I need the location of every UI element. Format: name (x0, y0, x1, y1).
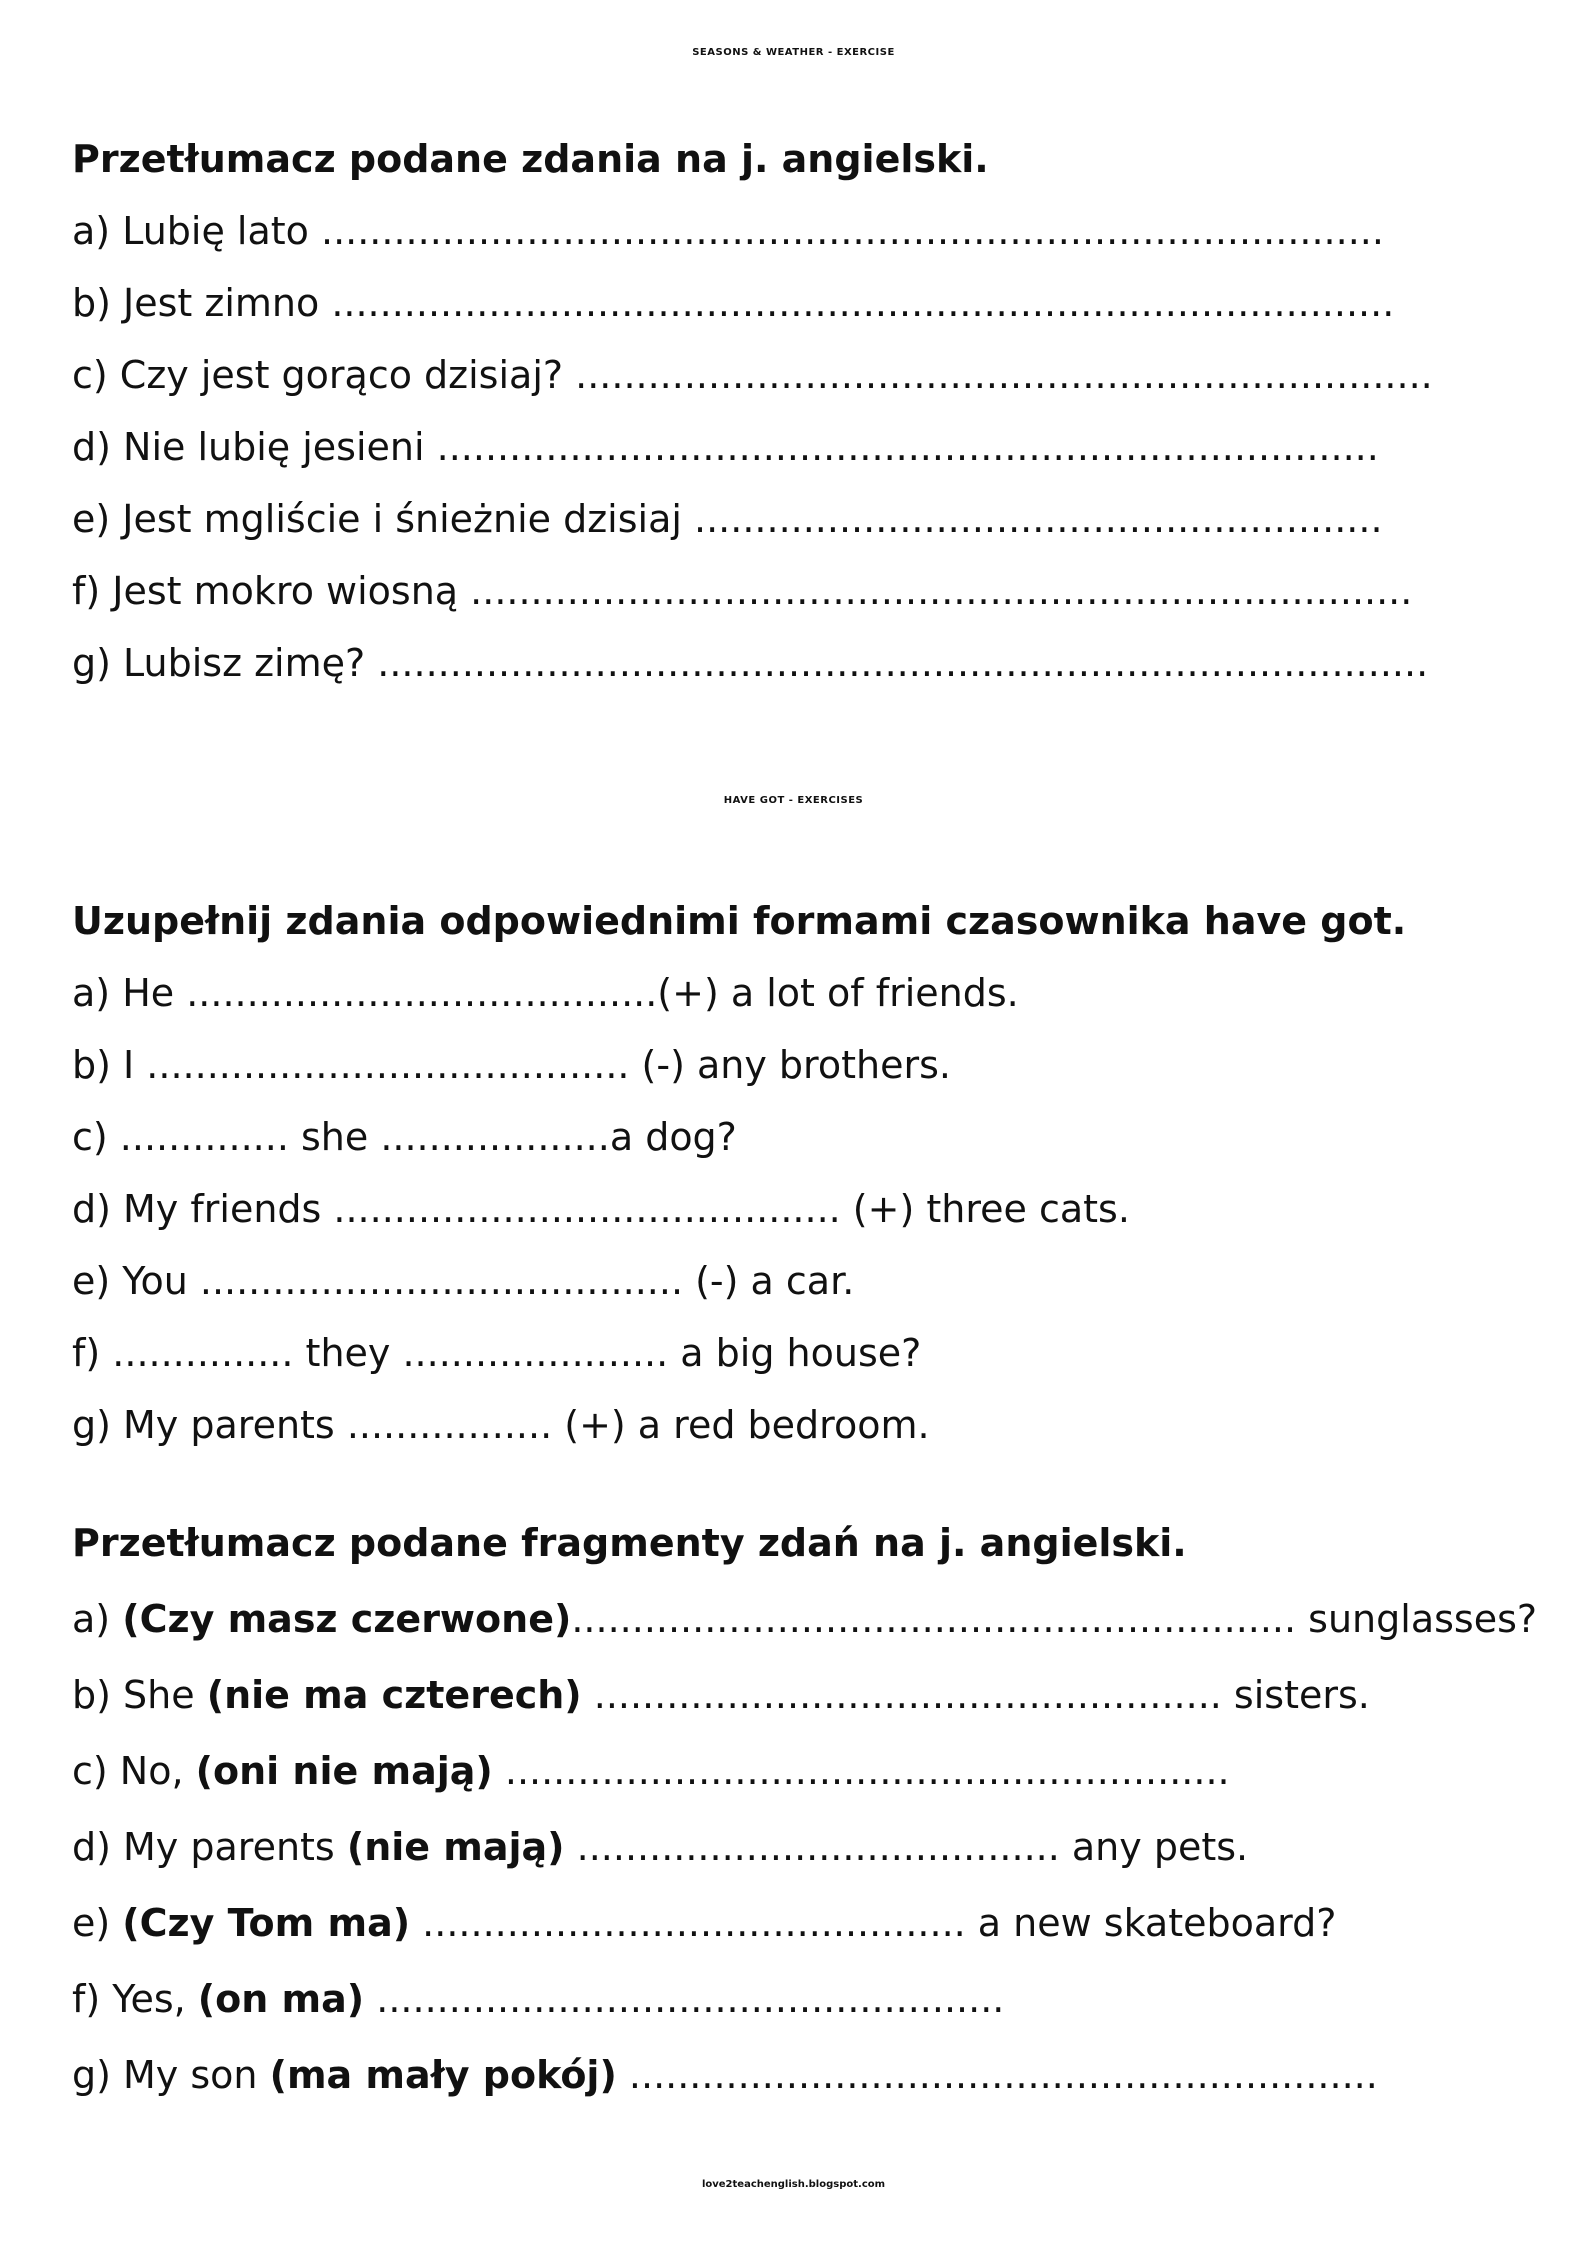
section3-item-g (72, 2053, 1378, 2097)
section3-item-g-suffix: .............................................................. (616, 2053, 1378, 2097)
section2-item-b: b) I ........................................ (-) any brothers. (72, 1043, 951, 1087)
section3-item-e-prefix: e) (72, 1901, 123, 1945)
section3-item-e-suffix: ............................................. a new skateboard? (410, 1901, 1337, 1945)
section3-item-g-bold: (ma mały pokój) (269, 2053, 617, 2097)
section3-item-a-bold: (Czy masz czerwone) (122, 1597, 572, 1641)
section2-item-g: g) My parents ................. (+) a red bedroom. (72, 1403, 930, 1447)
section1-title: SEASONS & WEATHER - EXERCISE (692, 47, 895, 58)
section3-item-c-bold: (oni nie mają) (195, 1749, 493, 1793)
section1-instruction: Przetłumacz podane zdania na j. angielski. (72, 137, 989, 181)
section1-item-b: b) Jest zimno ........................................................................................ (72, 281, 1395, 325)
section3-item-e-bold: (Czy Tom ma) (122, 1901, 411, 1945)
section3-item-d-prefix: d) My parents (72, 1825, 347, 1869)
footer-url: love2teachenglish.blogspot.com (701, 2179, 886, 2190)
section3-item-f-prefix: f) Yes, (72, 1977, 198, 2021)
section1-item-f: f) Jest mokro wiosną .............................................................................. (72, 569, 1413, 613)
section2-item-d: d) My friends .......................................... (+) three cats. (72, 1187, 1130, 1231)
section2-item-e: e) You ........................................ (-) a car. (72, 1259, 855, 1303)
section3-instruction: Przetłumacz podane fragmenty zdań na j. angielski. (72, 1521, 1187, 1565)
section3-item-b (72, 1673, 1370, 1717)
section3-item-b-bold: (nie ma czterech) (206, 1673, 582, 1717)
section3-item-e (72, 1901, 1337, 1945)
section3-item-b-prefix: b) She (72, 1673, 207, 1717)
section3-item-a (72, 1597, 1538, 1641)
section3-item-c-suffix: ............................................................ (492, 1749, 1230, 1793)
section2-item-f: f) ............... they ...................... a big house? (72, 1331, 922, 1375)
section3-item-c-prefix: c) No, (72, 1749, 196, 1793)
section3-item-d (72, 1825, 1249, 1869)
section3-item-b-suffix: .................................................... sisters. (581, 1673, 1370, 1717)
section3-item-g-prefix: g) My son (72, 2053, 270, 2097)
section3-item-a-prefix: a) (72, 1597, 123, 1641)
section3-item-f-bold: (on ma) (197, 1977, 365, 2021)
section3-item-a-suffix: ............................................................ sunglasses? (571, 1597, 1538, 1641)
section3-item-f (72, 1977, 1005, 2021)
section3-item-c (72, 1749, 1230, 1793)
section3-item-d-bold: (nie mają) (346, 1825, 565, 1869)
section1-item-e: e) Jest mgliście i śnieżnie dzisiaj ......................................................... (72, 497, 1383, 541)
section1-item-d: d) Nie lubię jesieni .............................................................................. (72, 425, 1379, 469)
section2-title: HAVE GOT - EXERCISES (723, 795, 864, 806)
section3-item-d-suffix: ........................................ any pets. (564, 1825, 1249, 1869)
section2-item-a: a) He .......................................(+) a lot of friends. (72, 971, 1019, 1015)
section3-item-f-suffix: .................................................... (364, 1977, 1005, 2021)
section1-item-c: c) Czy jest gorąco dzisiaj? ....................................................................... (72, 353, 1433, 397)
section1-item-a: a) Lubię lato ........................................................................................ (72, 209, 1384, 253)
section2-item-c: c) .............. she ...................a dog? (72, 1115, 737, 1159)
section2-instruction: Uzupełnij zdania odpowiednimi formami czasownika have got. (72, 899, 1407, 943)
section1-item-g: g) Lubisz zimę? ....................................................................................... (72, 641, 1429, 685)
